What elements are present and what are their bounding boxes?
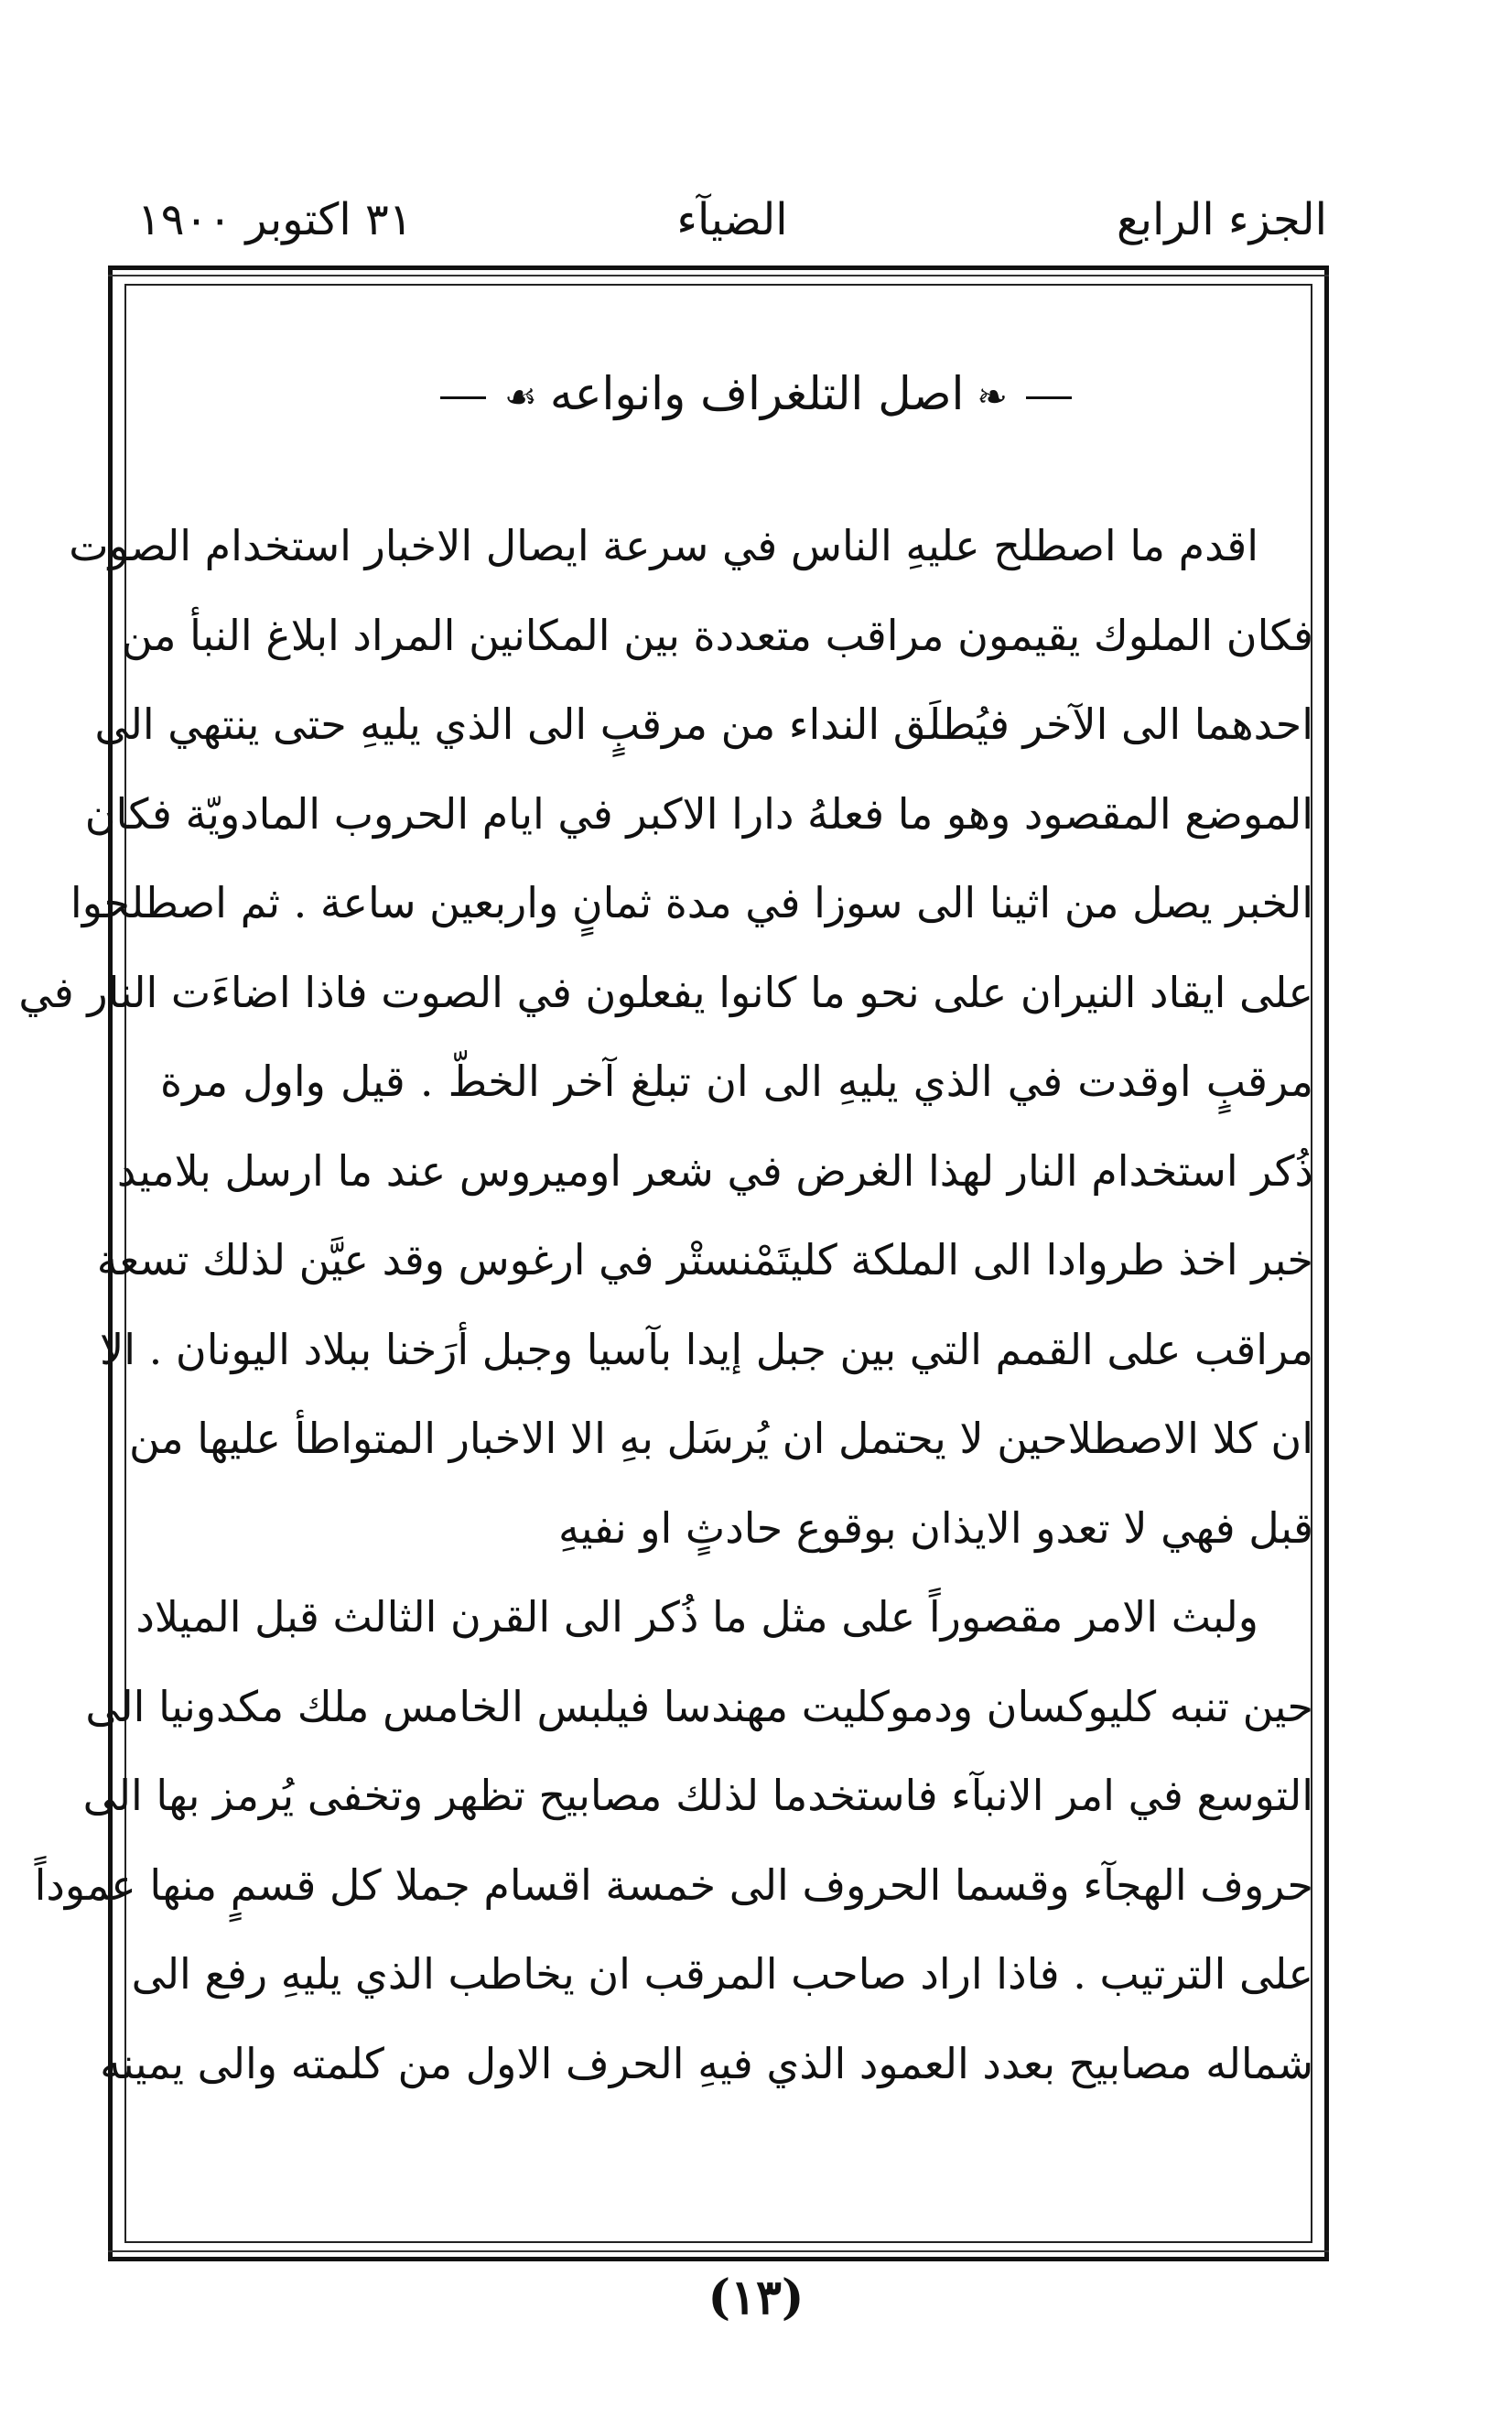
text-line: خبر اخذ طروادا الى الملكة كليتَمْنستْر في ارغوس وقد عيَّن لذلك تسعة [96, 1235, 1313, 1284]
page-header [137, 188, 1327, 252]
text-line: فكان الملوك يقيمون مراقب متعددة بين المكانين المراد ابلاغ النبأ من [121, 610, 1313, 660]
text-line: قبل فهي لا تعدو الايذان بوقوع حادثٍ او نفيهِ [558, 1502, 1313, 1553]
text-line: التوسع في امر الانبآء فاستخدما لذلك مصابيح تظهر وتخفى يُرمز بها الى [82, 1771, 1313, 1820]
title-dash-ornament [440, 396, 486, 399]
text-line: حين تنبه كليوكسان ودموكليت مهندسا فيلبس الخامس ملك مكدونيا الى [85, 1681, 1313, 1731]
text-line: على الترتيب . فاذا اراد صاحب المرقب ان يخاطب الذي يليهِ رفع الى [131, 1949, 1313, 1999]
text-line: ان كلا الاصطلاحين لا يحتمل ان يُرسَل بهِ الا الاخبار المتواطأ عليها من [128, 1414, 1313, 1463]
title-flourish-ornament: ❧ [977, 376, 1008, 418]
article-title-block [0, 362, 1512, 429]
issue-date: ٣١ اكتوبر ١٩٠٠ [137, 194, 413, 245]
text-line: اقدم ما اصطلح عليهِ الناس في سرعة ايصال الاخبار استخدام الصوت [69, 521, 1258, 570]
section-label: الجزء الرابع [1117, 194, 1327, 245]
text-line: الموضع المقصود وهو ما فعلهُ دارا الاكبر في ايام الحروب المادويّة فكان [84, 788, 1313, 839]
text-line: شماله مصابيح بعدد العمود الذي فيهِ الحرف الاول من كلمته والى يمينه [100, 2038, 1313, 2088]
page-number: (١٣) [707, 2270, 805, 2325]
text-line: احدهما الى الآخر فيُطلَق النداء من مرقبٍ الى الذي يليهِ حتى ينتهي الى [94, 699, 1313, 749]
text-line: على ايقاد النيران على نحو ما كانوا يفعلون في الصوت فاذا اضاءَت النار في [18, 967, 1313, 1017]
title-dash-ornament [1026, 396, 1072, 399]
page-border-top-rule [108, 275, 1329, 276]
text-line: ولبث الامر مقصوراً على مثل ما ذُكر الى القرن الثالث قبل الميلاد [135, 1592, 1258, 1642]
page-border-bottom-rule [108, 2250, 1329, 2252]
text-line: مرقبٍ اوقدت في الذي يليهِ الى ان تبلغ آخر الخطّ . قيل واول مرة [160, 1057, 1313, 1106]
article-title: اصل التلغراف وانواعه [549, 367, 965, 420]
text-line: ذُكر استخدام النار لهذا الغرض في شعر اوميروس عند ما ارسل بلاميد [116, 1145, 1313, 1196]
article-body [18, 502, 1313, 2108]
text-line: مراقب على القمم التي بين جبل إيدا بآسيا وجبل أرَخنا ببلاد اليونان . الا [100, 1324, 1313, 1374]
magazine-name: الضيآء [676, 194, 788, 245]
text-line: حروف الهجآء وقسما الحروف الى خمسة اقسام جملا كل قسمٍ منها عموداً [34, 1859, 1313, 1910]
title-flourish-ornament: ☙ [504, 376, 537, 418]
text-line: الخبر يصل من اثينا الى سوزا في مدة ثمانٍ واربعين ساعة . ثم اصطلحوا [70, 878, 1313, 927]
